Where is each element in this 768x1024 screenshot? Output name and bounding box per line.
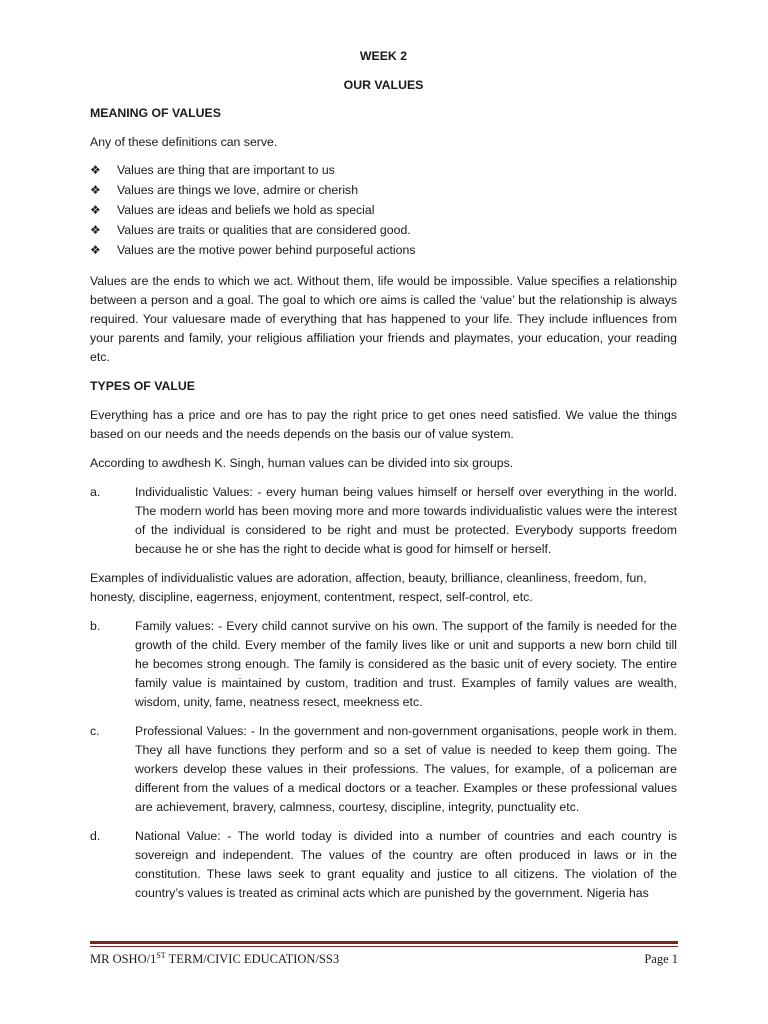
diamond-bullet-icon: ❖ [90,223,101,237]
item-label: c. [90,724,100,738]
item-label: b. [90,619,101,633]
value-item-national [90,827,677,903]
item-text: Individualistic Values: - every human being values himself or herself over everything in the world. The modern world has been moving more and more towards individualistic values were the interest of the individual is considered to be right and must be protected. Everybody supports freedom because he or she has the right to decide what is good for himself or herself. [135,485,677,556]
list-item: ❖ Values are ideas and beliefs we hold as special [90,200,677,220]
footer-rule-thin [90,946,678,947]
item-text: Professional Values: - In the government and non-government organisations, people work in them. They all have functions they perform and so a set of value is needed to keep them going. The workers develop these values in their professions. The values, for example, of a policeman are different from the values of a medical doctors or a teacher. Examples or these professional values are achievement, bravery, calmness, courtesy, discipline, integrity, punctuality etc. [135,724,677,814]
value-item-family [90,617,677,712]
diamond-bullet-icon: ❖ [90,163,101,177]
value-item-professional [90,722,677,817]
list-item: ❖ Values are the motive power behind purposeful actions [90,240,677,260]
document-page [90,0,677,903]
value-item-individualistic [90,483,677,559]
meaning-heading: MEANING OF VALUES [90,106,221,120]
page-footer [90,950,678,969]
meaning-intro: Any of these definitions can serve. [90,135,278,149]
meaning-paragraph: Values are the ends to which we act. Without them, life would be impossible. Value specifies a relationship between a person and a goal. The goal to which ore aims is called the ‘value’ but the relationship is always required. Your valuesare made of everything that has happened to your life. They include influences from your parents and family, your religious affiliation your friends and playmates, your education, your reading etc. [90,274,677,364]
list-item: ❖ Values are things we love, admire or cherish [90,180,677,200]
types-paragraph: Everything has a price and ore has to pay the right price to get ones need satisfied. We value the things based on our needs and the needs depends on the basis our of value system. [90,408,677,441]
item-label: d. [90,829,101,843]
page-title: OUR VALUES [343,78,424,92]
item-label: a. [90,485,101,499]
footer-course: MR OSHO/1ST TERM/CIVIC EDUCATION/SS3 [90,951,340,966]
page-number: Page 1 [644,952,678,966]
item-text: National Value: - The world today is divided into a number of countries and each country is sovereign and independent. The values of the country are often produced in laws or in the constitution. These laws seek to grant equality and justice to all citizens. The violation of the country’s values is treated as criminal acts which are punished by the government. Nigeria has [135,829,677,900]
diamond-bullet-icon: ❖ [90,243,101,257]
types-heading: TYPES OF VALUE [90,379,195,393]
diamond-bullet-icon: ❖ [90,203,101,217]
diamond-bullet-icon: ❖ [90,183,101,197]
footer-rule-thick [90,941,678,944]
list-item: ❖ Values are thing that are important to us [90,160,677,180]
list-item: ❖ Values are traits or qualities that are considered good. [90,220,677,240]
week-title: WEEK 2 [359,49,408,63]
item-text: Family values: - Every child cannot survive on his own. The support of the family is needed for the growth of the child. Every member of the family lives like or unit and supports a new born child till he becomes strong enough. The family is considered as the basic unit of every society. The entire family value is maintained by custom, tradition and trust. Examples of family values are wealth, wisdom, unity, fame, neatness resect, meekness etc. [135,619,677,709]
individualistic-examples: Examples of individualistic values are adoration, affection, beauty, brilliance, cleanliness, freedom, fun, honesty, discipline, eagerness, enjoyment, contentment, respect, self-control, etc. [90,571,647,604]
definition-list [90,160,677,260]
types-intro: According to awdhesh K. Singh, human values can be divided into six groups. [90,456,514,470]
